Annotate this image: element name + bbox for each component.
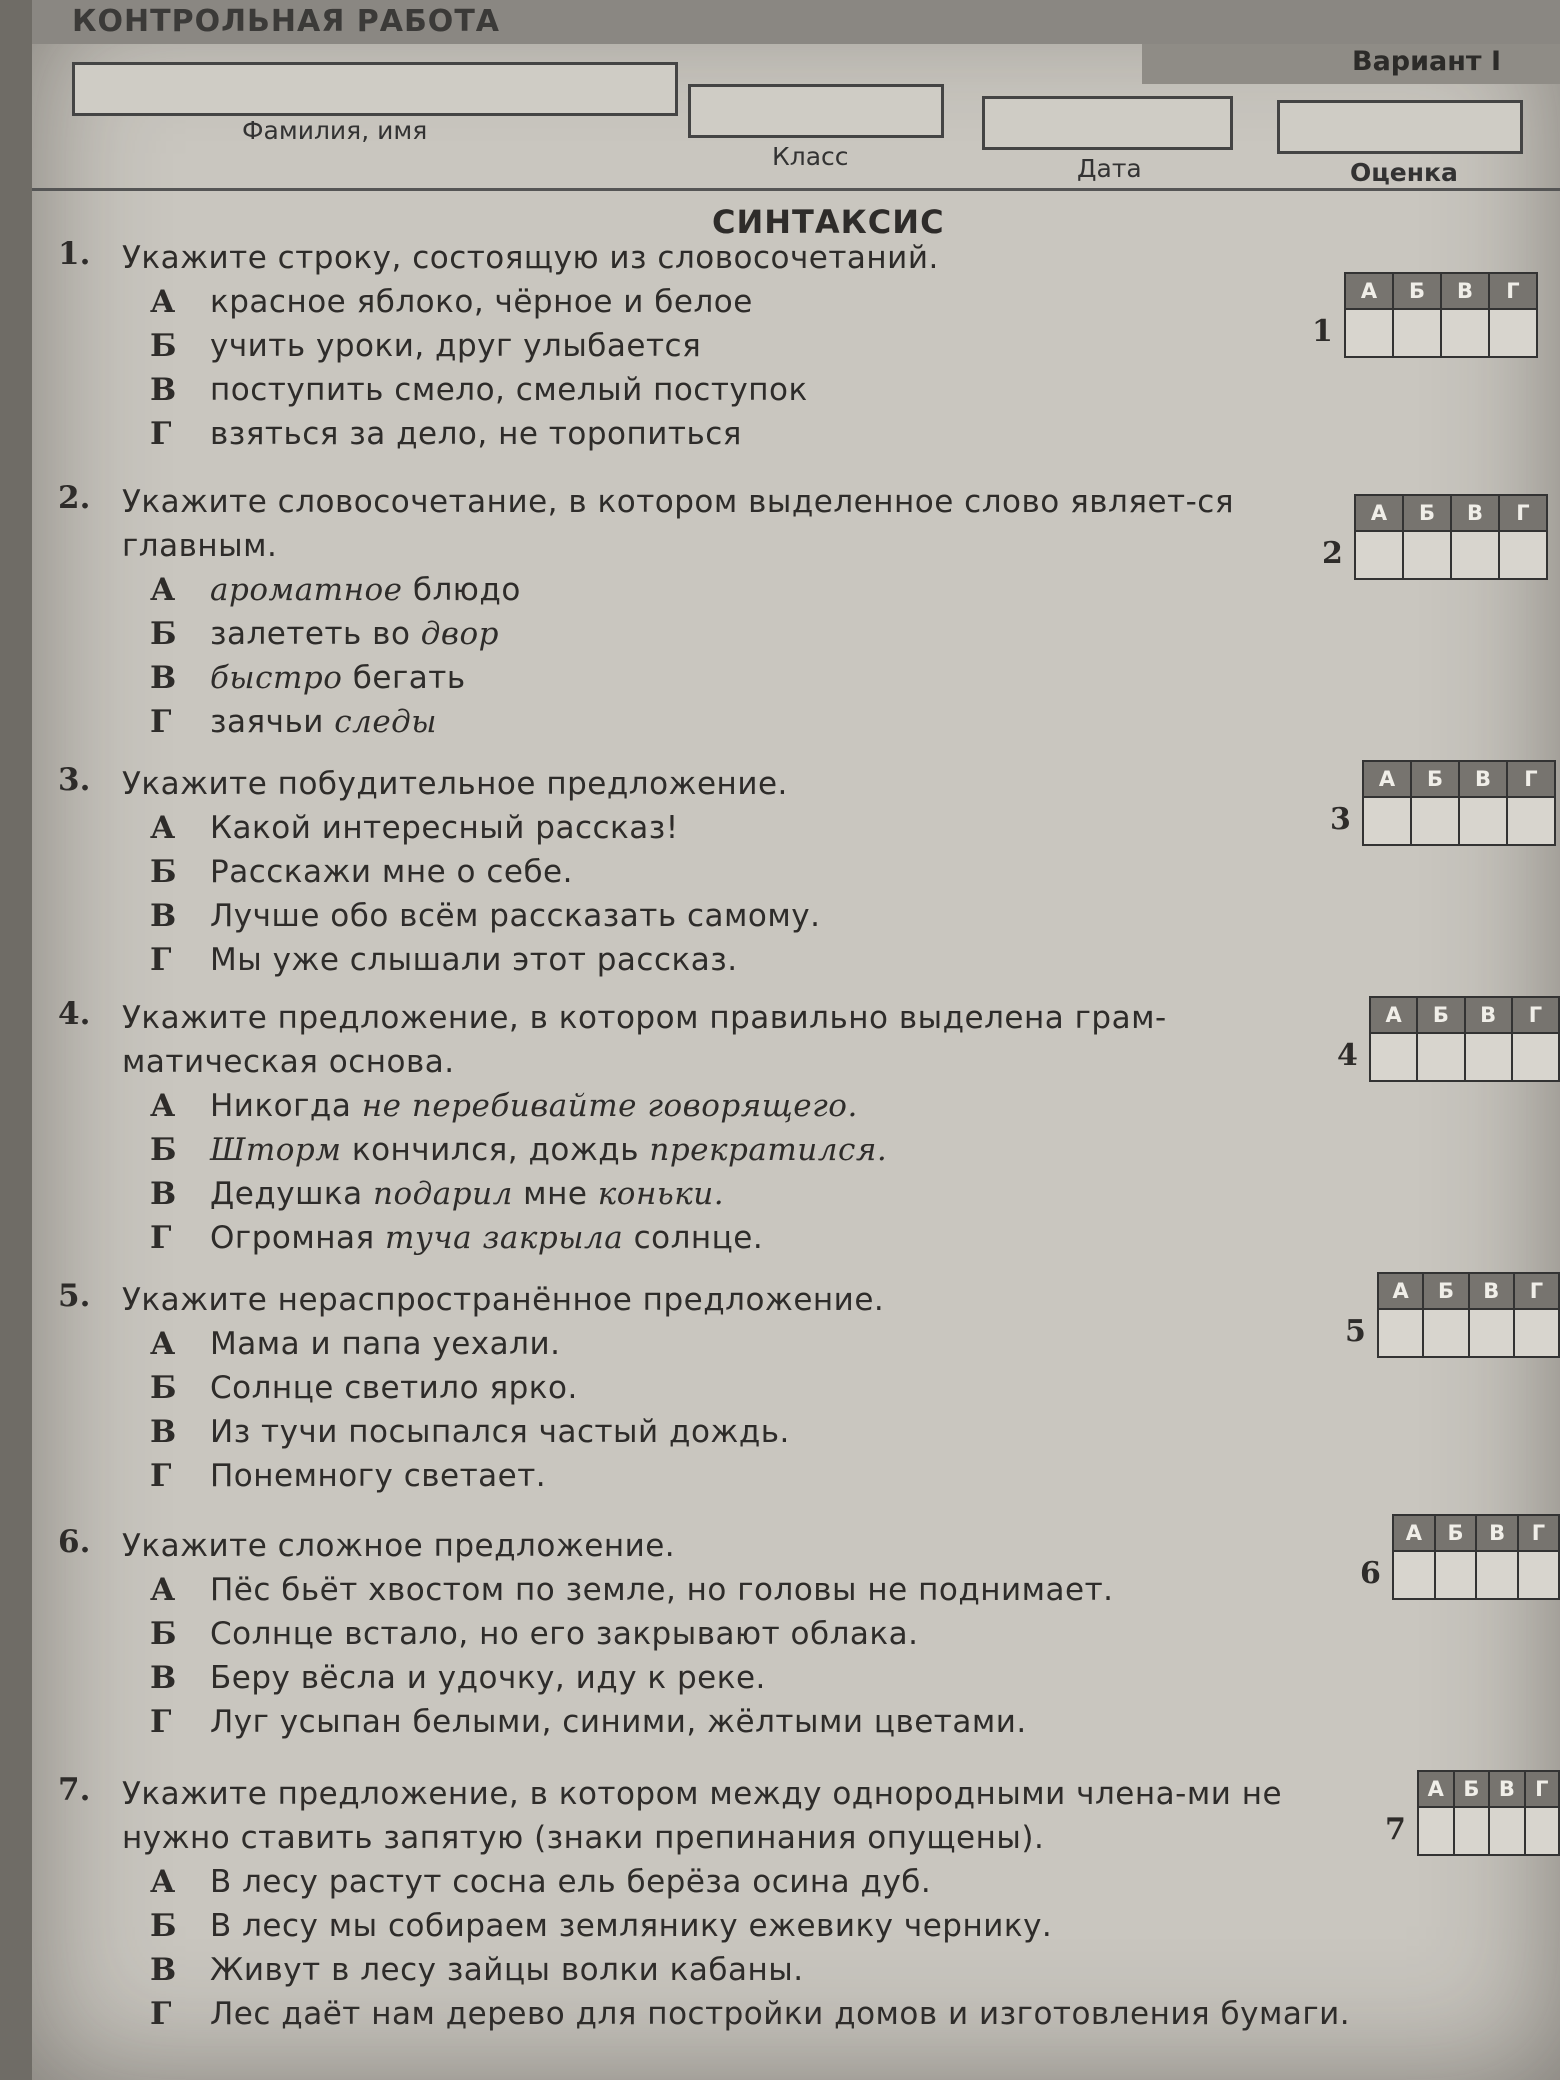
- answer-grid-number: 1: [1312, 314, 1333, 349]
- answer-cell[interactable]: [1435, 1551, 1477, 1599]
- option-text-part: залететь во: [210, 616, 421, 652]
- answer-grid-1: [1312, 272, 1538, 358]
- option-text: [210, 568, 521, 612]
- option-text-part: блюдо: [402, 572, 521, 608]
- option-text-part: Расскажи мне о себе.: [210, 854, 573, 890]
- answer-table: [1392, 1514, 1560, 1600]
- answer-column-header: А: [1355, 495, 1403, 531]
- work-title: КОНТРОЛЬНАЯ РАБОТА: [72, 4, 500, 39]
- answer-cell[interactable]: [1476, 1551, 1518, 1599]
- answer-option: [58, 1904, 1338, 1948]
- option-text: [210, 280, 753, 324]
- answer-column-header: В: [1469, 1273, 1514, 1309]
- question-7: [58, 1772, 1351, 2036]
- answer-column-header: А: [1393, 1515, 1435, 1551]
- answer-cell[interactable]: [1525, 1807, 1559, 1855]
- highlighted-word: следы: [334, 704, 438, 740]
- question-2: [58, 480, 1338, 744]
- option-text-part: заячьи: [210, 704, 335, 740]
- answer-option: [58, 850, 1338, 894]
- highlighted-word: не перебивайте говорящего.: [361, 1088, 858, 1124]
- question-number: 6.: [58, 1524, 91, 1560]
- worksheet-page: [32, 0, 1560, 2080]
- option-letter: А: [150, 810, 176, 846]
- variant-label: Вариант I: [1352, 46, 1502, 77]
- option-text: [210, 894, 820, 938]
- answer-column-header: Г: [1514, 1273, 1559, 1309]
- option-text-part: В лесу мы собираем землянику ежевику чернику.: [210, 1908, 1053, 1944]
- option-letter: А: [150, 284, 176, 320]
- answer-cell[interactable]: [1370, 1033, 1417, 1081]
- option-text: [210, 1656, 766, 1700]
- answer-cell[interactable]: [1418, 1807, 1454, 1855]
- answer-option: [58, 806, 1338, 850]
- option-letter: В: [150, 660, 177, 696]
- option-letter: Г: [150, 416, 172, 452]
- answer-cell[interactable]: [1507, 797, 1555, 845]
- option-letter: А: [150, 1088, 176, 1124]
- answer-grid-3: [1330, 760, 1556, 846]
- answer-cell[interactable]: [1378, 1309, 1423, 1357]
- answer-grid-7: [1385, 1770, 1560, 1856]
- question-text: Укажите сложное предложение.: [122, 1528, 676, 1564]
- option-letter: А: [150, 1864, 176, 1900]
- option-text: [210, 1128, 887, 1172]
- option-text-part: учить уроки, друг улыбается: [210, 328, 702, 364]
- answer-column-header: Г: [1507, 761, 1555, 797]
- answer-column-header: А: [1378, 1273, 1423, 1309]
- option-text: [210, 1172, 724, 1216]
- answer-column-header: Г: [1518, 1515, 1559, 1551]
- answer-cell[interactable]: [1514, 1309, 1559, 1357]
- option-letter: В: [150, 372, 177, 408]
- option-letter: В: [150, 1176, 177, 1212]
- question-text: Укажите словосочетание, в котором выделенное слово являет-ся главным.: [122, 484, 1234, 564]
- answer-column-header: Г: [1499, 495, 1547, 531]
- option-text-part: Лес даёт нам дерево для постройки домов и изготовления бумаги.: [210, 1996, 1351, 2032]
- option-text: [210, 1084, 858, 1128]
- answer-option: [58, 324, 1338, 368]
- option-text-part: Дедушка: [210, 1176, 374, 1212]
- answer-cell[interactable]: [1454, 1807, 1489, 1855]
- answer-option: [58, 1612, 1338, 1656]
- option-letter: В: [150, 898, 177, 934]
- highlighted-word: прекратился.: [649, 1132, 888, 1168]
- answer-grid-5: [1345, 1272, 1560, 1358]
- option-text: [210, 938, 738, 982]
- question-number: 1.: [58, 236, 91, 272]
- answer-column-header: Г: [1489, 273, 1537, 309]
- answer-column-header: Г: [1512, 997, 1559, 1033]
- option-text-part: Мы уже слышали этот рассказ.: [210, 942, 738, 978]
- answer-cell[interactable]: [1393, 309, 1441, 357]
- option-letter: В: [150, 1952, 177, 1988]
- answer-option: [58, 1128, 1338, 1172]
- answer-grid-6: [1360, 1514, 1560, 1600]
- answer-table: [1369, 996, 1560, 1082]
- question-text: Укажите строку, состоящую из словосочетаний.: [122, 240, 939, 276]
- answer-cell[interactable]: [1489, 309, 1537, 357]
- answer-column-header: Б: [1417, 997, 1464, 1033]
- option-text: [210, 1454, 546, 1498]
- question-3: [58, 762, 1338, 982]
- answer-table: [1354, 494, 1548, 580]
- answer-cell[interactable]: [1363, 797, 1411, 845]
- option-letter: Б: [150, 1370, 177, 1406]
- answer-table: [1377, 1272, 1560, 1358]
- date-field[interactable]: [982, 96, 1233, 150]
- answer-column-header: В: [1465, 997, 1512, 1033]
- option-text: [210, 1216, 763, 1260]
- answer-column-header: А: [1370, 997, 1417, 1033]
- option-text-part: Никогда: [210, 1088, 362, 1124]
- highlighted-word: подарил: [373, 1176, 513, 1212]
- answer-grid-4: [1337, 996, 1560, 1082]
- option-text: [210, 1410, 790, 1454]
- answer-cell[interactable]: [1459, 797, 1507, 845]
- grade-field-label: Оценка: [1350, 158, 1458, 187]
- option-text: [210, 1904, 1052, 1948]
- option-letter: Г: [150, 1704, 172, 1740]
- option-text: [210, 324, 701, 368]
- question-number: 3.: [58, 762, 91, 798]
- question-6: [58, 1524, 1338, 1744]
- answer-column-header: Б: [1423, 1273, 1468, 1309]
- option-text: [210, 806, 679, 850]
- answer-cell[interactable]: [1499, 531, 1547, 579]
- answer-option: [58, 612, 1338, 656]
- question-number: 2.: [58, 480, 91, 516]
- name-field-label: Фамилия, имя: [242, 116, 428, 145]
- option-letter: В: [150, 1660, 177, 1696]
- highlighted-word: Шторм: [210, 1132, 342, 1168]
- answer-grid-number: 5: [1345, 1314, 1366, 1349]
- answer-grid-number: 7: [1385, 1812, 1406, 1847]
- answer-option: [58, 1948, 1338, 1992]
- answer-option: [58, 1172, 1338, 1216]
- answer-column-header: Б: [1403, 495, 1451, 531]
- option-letter: Г: [150, 1996, 172, 2032]
- question-1: [58, 236, 1338, 456]
- option-text-part: Лучше обо всём рассказать самому.: [210, 898, 821, 934]
- option-text: [210, 656, 466, 700]
- answer-column-header: Б: [1454, 1771, 1489, 1807]
- answer-grid-number: 6: [1360, 1556, 1381, 1591]
- option-letter: Б: [150, 1908, 177, 1944]
- answer-option: [58, 280, 1338, 324]
- question-5: [58, 1278, 1338, 1498]
- answer-option: [58, 1568, 1338, 1612]
- answer-column-header: Г: [1525, 1771, 1559, 1807]
- option-text: [210, 1948, 804, 1992]
- answer-option: [58, 568, 1338, 612]
- answer-cell[interactable]: [1469, 1309, 1514, 1357]
- answer-cell[interactable]: [1518, 1551, 1559, 1599]
- option-letter: Г: [150, 704, 172, 740]
- option-text-part: поступить смело, смелый поступок: [210, 372, 808, 408]
- option-text-part: Солнце светило ярко.: [210, 1370, 578, 1406]
- highlighted-word: быстро: [210, 660, 343, 696]
- answer-cell[interactable]: [1451, 531, 1499, 579]
- answer-column-header: А: [1363, 761, 1411, 797]
- question-number: 5.: [58, 1278, 91, 1314]
- answer-option: [58, 1700, 1338, 1744]
- option-letter: Б: [150, 854, 177, 890]
- answer-option: [58, 1410, 1338, 1454]
- option-text: [210, 412, 742, 456]
- answer-column-header: Б: [1435, 1515, 1477, 1551]
- option-text: [210, 700, 437, 744]
- answer-column-header: В: [1459, 761, 1507, 797]
- option-text: [210, 1860, 931, 1904]
- option-text-part: Луг усыпан белыми, синими, жёлтыми цветами.: [210, 1704, 1027, 1740]
- option-text: [210, 612, 499, 656]
- option-text-part: солнце.: [623, 1220, 764, 1256]
- option-letter: Б: [150, 1132, 177, 1168]
- answer-cell[interactable]: [1512, 1033, 1559, 1081]
- answer-option: [58, 1656, 1338, 1700]
- answer-cell[interactable]: [1403, 531, 1451, 579]
- option-letter: А: [150, 1572, 176, 1608]
- name-field[interactable]: [72, 62, 678, 116]
- answer-cell[interactable]: [1441, 309, 1489, 357]
- answer-cell[interactable]: [1417, 1033, 1464, 1081]
- header-divider: [32, 188, 1560, 191]
- option-text-part: Пёс бьёт хвостом по земле, но головы не поднимает.: [210, 1572, 1114, 1608]
- question-4: [58, 996, 1338, 1260]
- option-letter: А: [150, 1326, 176, 1362]
- option-text-part: красное яблоко, чёрное и белое: [210, 284, 753, 320]
- option-letter: А: [150, 572, 176, 608]
- option-letter: Б: [150, 616, 177, 652]
- option-letter: Б: [150, 328, 177, 364]
- answer-cell[interactable]: [1465, 1033, 1512, 1081]
- answer-column-header: В: [1476, 1515, 1518, 1551]
- answer-option: [58, 1322, 1338, 1366]
- answer-table: [1344, 272, 1538, 358]
- answer-grid-number: 3: [1330, 802, 1351, 837]
- option-text: [210, 1322, 560, 1366]
- answer-option: [58, 368, 1338, 412]
- question-text: Укажите предложение, в котором между однородными члена-ми не нужно ставить запятую (знаки препинания опущены).: [122, 1776, 1283, 1856]
- answer-grid-2: [1322, 494, 1548, 580]
- option-letter: В: [150, 1414, 177, 1450]
- answer-grid-number: 4: [1337, 1038, 1358, 1073]
- highlighted-word: ароматное: [210, 572, 403, 608]
- answer-option: [58, 938, 1338, 982]
- answer-cell[interactable]: [1355, 531, 1403, 579]
- answer-cell[interactable]: [1489, 1807, 1524, 1855]
- option-letter: Г: [150, 942, 172, 978]
- answer-option: [58, 700, 1338, 744]
- option-text: [210, 1612, 918, 1656]
- answer-option: [58, 656, 1338, 700]
- option-text-part: бегать: [342, 660, 466, 696]
- option-text-part: Понемногу светает.: [210, 1458, 547, 1494]
- answer-option: [58, 1992, 1351, 2036]
- option-text: [210, 1992, 1350, 2036]
- option-text-part: Из тучи посыпался частый дождь.: [210, 1414, 790, 1450]
- answer-option: [58, 1366, 1338, 1410]
- option-text-part: Мама и папа уехали.: [210, 1326, 561, 1362]
- class-field-label: Класс: [772, 142, 849, 171]
- answer-option: [58, 1860, 1338, 1904]
- answer-cell[interactable]: [1423, 1309, 1468, 1357]
- answer-column-header: В: [1441, 273, 1489, 309]
- answer-column-header: В: [1451, 495, 1499, 531]
- highlighted-word: туча закрыла: [385, 1220, 624, 1256]
- question-text: Укажите побудительное предложение.: [122, 766, 788, 802]
- question-number: 4.: [58, 996, 91, 1032]
- option-text-part: Какой интересный рассказ!: [210, 810, 679, 846]
- class-field[interactable]: [688, 84, 944, 138]
- date-field-label: Дата: [1077, 154, 1142, 183]
- option-text-part: взяться за дело, не торопиться: [210, 416, 742, 452]
- answer-option: [58, 894, 1338, 938]
- grade-field[interactable]: [1277, 100, 1523, 154]
- answer-option: [58, 412, 1338, 456]
- option-text-part: кончился, дождь: [341, 1132, 650, 1168]
- question-number: 7.: [58, 1772, 91, 1808]
- option-letter: Г: [150, 1220, 172, 1256]
- answer-column-header: А: [1345, 273, 1393, 309]
- option-text: [210, 1366, 578, 1410]
- option-letter: Г: [150, 1458, 172, 1494]
- answer-cell[interactable]: [1393, 1551, 1435, 1599]
- question-text: Укажите нераспространённое предложение.: [122, 1282, 885, 1318]
- option-text: [210, 1700, 1027, 1744]
- highlighted-word: двор: [420, 616, 499, 652]
- option-text-part: Живут в лесу зайцы волки кабаны.: [210, 1952, 804, 1988]
- answer-table: [1417, 1770, 1560, 1856]
- answer-grid-number: 2: [1322, 536, 1343, 571]
- option-text-part: Солнце встало, но его закрывают облака.: [210, 1616, 919, 1652]
- option-letter: Б: [150, 1616, 177, 1652]
- option-text-part: мне: [512, 1176, 598, 1212]
- option-text: [210, 1568, 1114, 1612]
- option-text-part: В лесу растут сосна ель берёза осина дуб.: [210, 1864, 932, 1900]
- option-text: [210, 850, 573, 894]
- answer-column-header: Б: [1411, 761, 1459, 797]
- answer-column-header: А: [1418, 1771, 1454, 1807]
- answer-option: [58, 1216, 1338, 1260]
- answer-column-header: Б: [1393, 273, 1441, 309]
- answer-column-header: В: [1489, 1771, 1524, 1807]
- answer-table: [1362, 760, 1556, 846]
- section-title: СИНТАКСИС: [712, 203, 945, 241]
- highlighted-word: коньки.: [597, 1176, 725, 1212]
- question-text: Укажите предложение, в котором правильно выделена грам-матическая основа.: [122, 1000, 1167, 1080]
- option-text-part: Огромная: [210, 1220, 385, 1256]
- answer-option: [58, 1454, 1338, 1498]
- answer-option: [58, 1084, 1338, 1128]
- option-text-part: Беру вёсла и удочку, иду к реке.: [210, 1660, 766, 1696]
- answer-cell[interactable]: [1411, 797, 1459, 845]
- answer-cell[interactable]: [1345, 309, 1393, 357]
- option-text: [210, 368, 808, 412]
